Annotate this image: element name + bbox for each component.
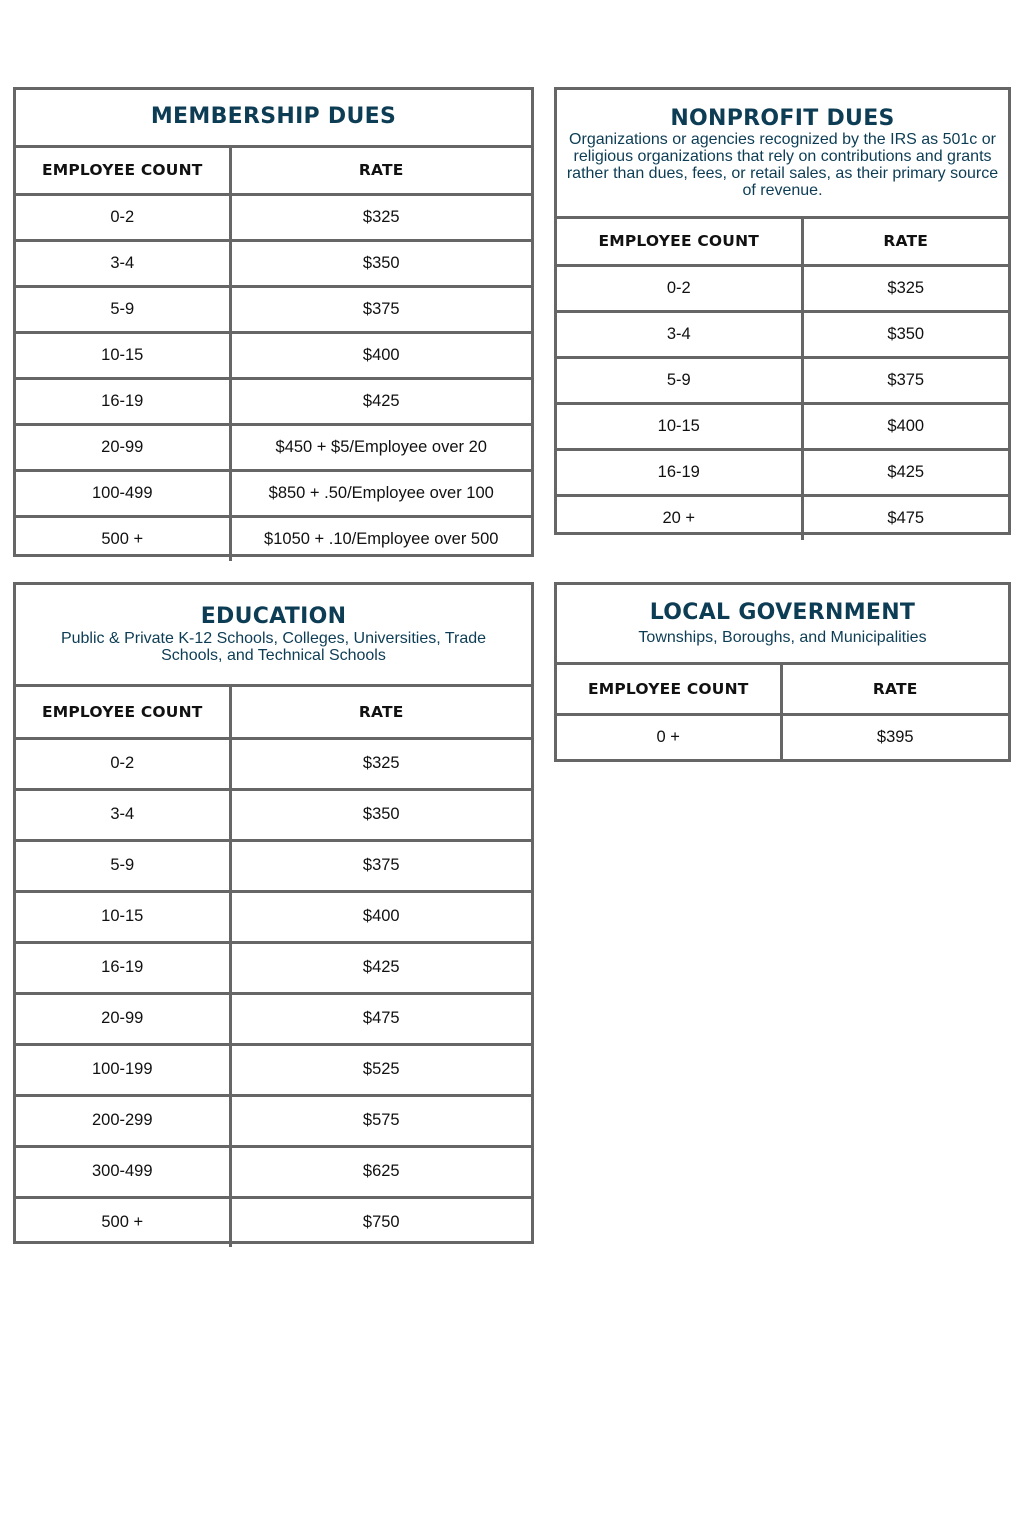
rate-cell: $325 [230,738,531,789]
rate-cell: $400 [230,332,531,378]
table-row [557,495,1008,540]
employee-count-cell: 20-99 [16,424,230,470]
employee-count-cell: 500 + [16,1197,230,1247]
table-row [16,332,531,378]
table-header-row [557,219,1008,265]
rate-cell: $750 [362,1213,400,1232]
table-row [16,1044,531,1095]
membership-dues-title: MEMBERSHIP DUES [150,104,397,130]
employee-count-cell: 5-9 [16,840,230,891]
rate-cell: $425 [802,449,1008,495]
education-table [16,687,531,1247]
table-row [557,403,1008,449]
rate-cell: $395 [876,727,914,746]
rate-cell: $425 [230,378,531,424]
rate-cell: $325 [802,265,1008,311]
table-header-row [557,665,1008,714]
nonprofit-dues-title: NONPROFIT DUES [670,105,895,131]
table-row [557,357,1008,403]
rate-cell: $375 [230,840,531,891]
employee-count-cell: 100-499 [16,470,230,516]
employee-count-cell: 16-19 [557,449,802,495]
education-title: EDUCATION [200,604,347,630]
rate-cell: $325 [230,194,531,240]
table-row [16,516,531,561]
education-header [16,585,531,687]
rate-cell: $625 [230,1146,531,1197]
table-row [16,378,531,424]
employee-count-cell: 3-4 [16,789,230,840]
rate-cell: $400 [802,403,1008,449]
table-row [16,1095,531,1146]
rate-cell: $475 [887,508,925,527]
employee-count-cell: 0-2 [557,265,802,311]
rate-header: RATE [781,665,1008,714]
employee-count-cell: 10-15 [557,403,802,449]
employee-count-cell: 0-2 [16,738,230,789]
nonprofit-dues-subtitle: Organizations or agencies recognized by the IRS as 501c or religious organizations that rely on contributions and grants rather than dues, fees, or retail sales, as their primary source of revenue. [566,131,999,200]
local-government-subtitle: Townships, Boroughs, and Municipalities [638,629,927,647]
rate-cell: $375 [802,357,1008,403]
employee-count-cell: 10-15 [16,891,230,942]
table-row [557,714,1008,759]
employee-count-cell: 16-19 [16,942,230,993]
education-subtitle: Public & Private K-12 Schools, Colleges, Universities, Trade Schools, and Technical Schools [60,629,487,664]
rate-cell: $1050 + .10/Employee over 500 [264,529,499,548]
table-row [16,424,531,470]
employee-count-cell: 16-19 [16,378,230,424]
employee-count-cell: 5-9 [16,286,230,332]
employee-count-cell: 0 + [557,714,781,759]
employee-count-header: EMPLOYEE COUNT [16,148,230,194]
table-row [16,240,531,286]
table-header-row [16,687,531,738]
rate-header: RATE [230,148,531,194]
employee-count-cell: 5-9 [557,357,802,403]
table-row [16,738,531,789]
rate-cell: $350 [802,311,1008,357]
education-panel [13,582,534,1244]
rate-cell: $850 + .50/Employee over 100 [230,470,531,516]
membership-dues-header [16,90,531,148]
table-row [557,311,1008,357]
table-row [16,1197,531,1247]
table-row [557,449,1008,495]
rate-cell: $475 [230,993,531,1044]
table-row [16,840,531,891]
employee-count-cell: 300-499 [16,1146,230,1197]
rate-cell: $575 [230,1095,531,1146]
employee-count-header: EMPLOYEE COUNT [16,687,230,738]
employee-count-cell: 500 + [16,516,230,561]
employee-count-cell: 3-4 [557,311,802,357]
nonprofit-dues-header [557,90,1008,219]
local-government-header [557,585,1008,665]
nonprofit-dues-table [557,219,1008,540]
nonprofit-dues-panel [554,87,1011,535]
membership-dues-panel [13,87,534,557]
local-government-table [557,665,1008,759]
table-row [16,993,531,1044]
rate-cell: $400 [230,891,531,942]
rate-cell: $350 [230,789,531,840]
employee-count-cell: 0-2 [16,194,230,240]
employee-count-header: EMPLOYEE COUNT [557,219,802,265]
rate-cell: $450 + $5/Employee over 20 [230,424,531,470]
rate-cell: $525 [230,1044,531,1095]
table-row [16,1146,531,1197]
rate-header: RATE [230,687,531,738]
table-header-row [16,148,531,194]
table-row [16,942,531,993]
table-row [16,194,531,240]
membership-dues-table [16,148,531,561]
local-government-panel [554,582,1011,762]
rate-cell: $350 [230,240,531,286]
employee-count-cell: 200-299 [16,1095,230,1146]
rate-cell: $425 [230,942,531,993]
table-row [16,470,531,516]
table-row [557,265,1008,311]
rate-cell: $375 [230,286,531,332]
employee-count-cell: 20-99 [16,993,230,1044]
employee-count-cell: 10-15 [16,332,230,378]
table-row [16,789,531,840]
employee-count-cell: 3-4 [16,240,230,286]
table-row [16,286,531,332]
employee-count-cell: 20 + [557,495,802,540]
employee-count-cell: 100-199 [16,1044,230,1095]
rate-header: RATE [802,219,1008,265]
local-government-title: LOCAL GOVERNMENT [649,599,916,625]
employee-count-header: EMPLOYEE COUNT [557,665,781,714]
table-row [16,891,531,942]
